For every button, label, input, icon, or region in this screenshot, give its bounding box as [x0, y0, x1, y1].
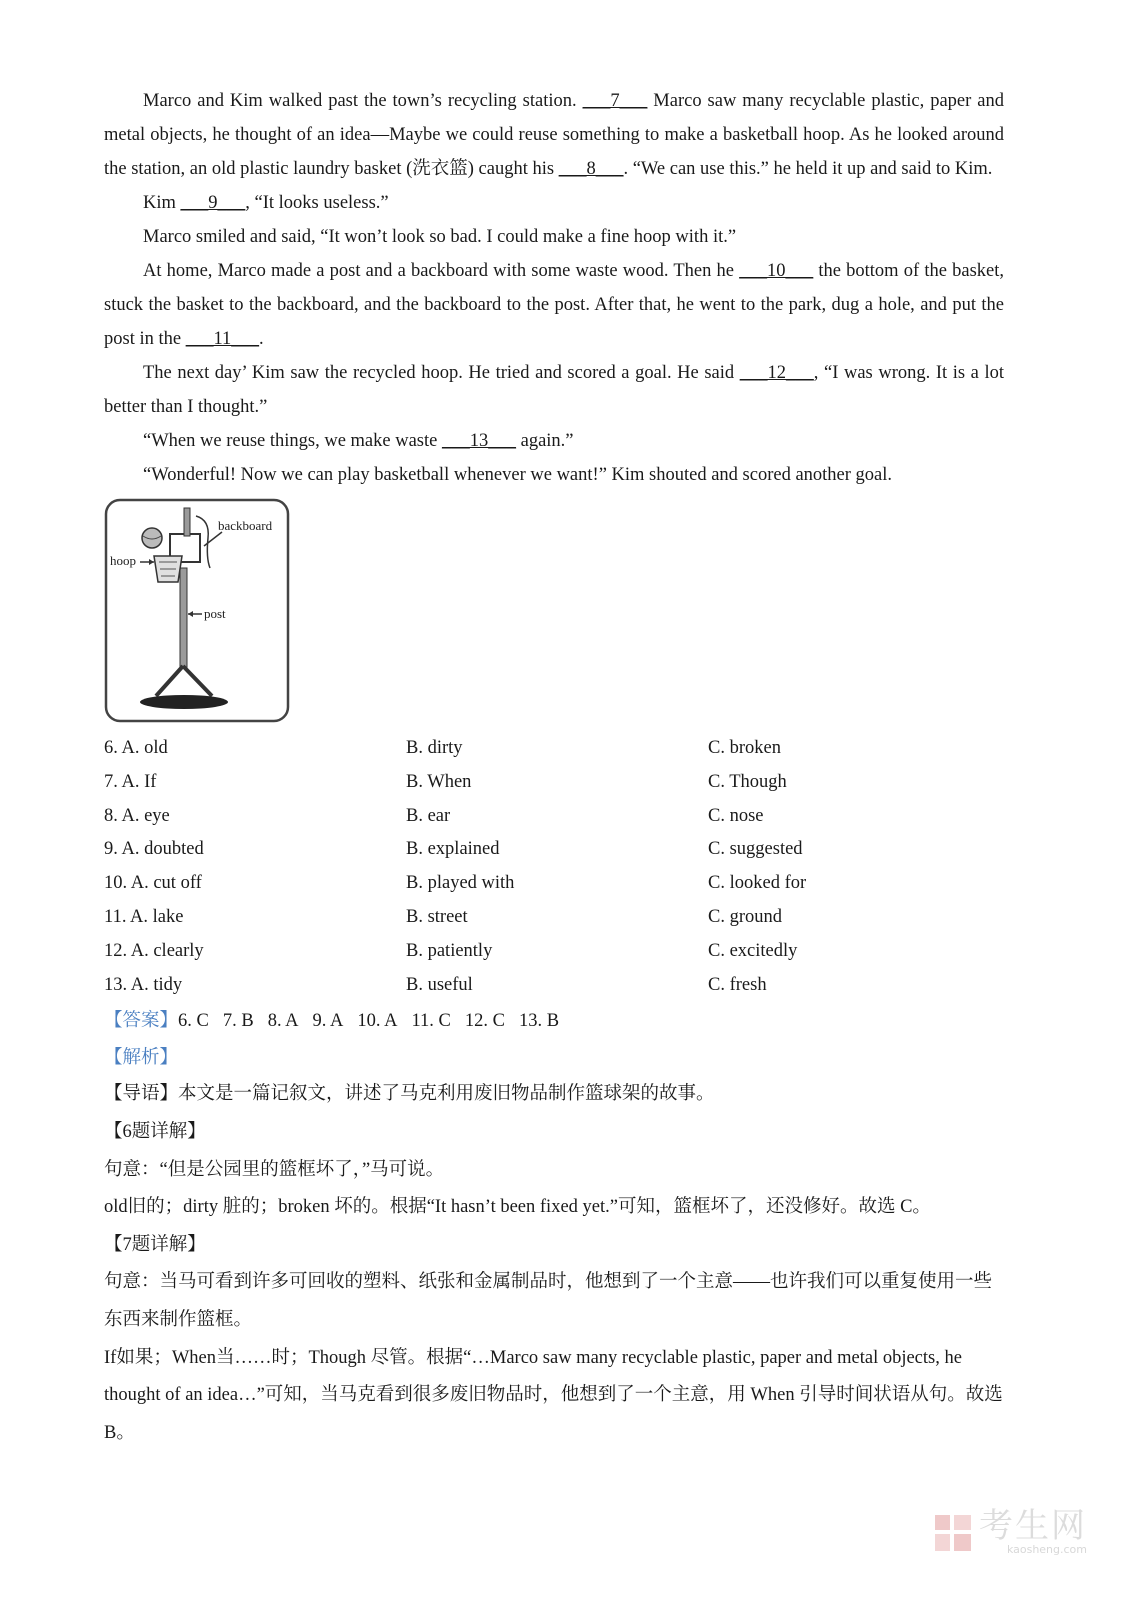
option-b: B. dirty [406, 738, 463, 758]
explanation-line: If如果；When当……时；Though 尽管。根据“…Marco saw many recyclable plastic, paper and metal objects, he thought of an idea…”可知，当马克看到很多废旧物品时，他想到了一个主意，用 When 引导时间状语从句。故选 B。 [104, 1347, 1003, 1443]
passage-text: Marco saw many recyclable plastic, paper and metal objects, he thought of an idea—Maybe we could reuse something to make a basketball hoop. As he looked around the station, an old plastic laundry basket (洗衣篮) caught his [104, 91, 1004, 179]
passage-blank: ___9___ [180, 193, 246, 213]
option-b: B. patiently [406, 940, 493, 961]
answer-items [178, 1011, 573, 1031]
watermark-url: kaosheng.com [1006, 1543, 1087, 1556]
option-a: 11. A. lake [104, 906, 184, 927]
option-b: B. played with [406, 873, 515, 894]
answer-item: 9. A [312, 1011, 344, 1032]
passage-text: . “We can use this.” he held it up and said to Kim. [623, 159, 993, 179]
option-c: C. nose [708, 805, 764, 826]
explanation [104, 1076, 1004, 1452]
option-a: 9. A. doubted [104, 839, 204, 860]
option-row [104, 969, 1004, 1003]
option-row [104, 867, 1004, 901]
passage-text: “When we reuse things, we make waste [143, 431, 442, 451]
passage-paragraph [104, 356, 1004, 424]
passage-text: Marco smiled and said, “It won’t look so bad. I could make a fine hoop with it.” [143, 227, 737, 247]
option-row [104, 901, 1004, 935]
option-row [104, 766, 1004, 800]
analysis-line [104, 1040, 1004, 1076]
answer-item: 11. C [411, 1011, 451, 1032]
passage-text: , “It looks useless.” [245, 193, 389, 213]
option-b: B. ear [406, 805, 451, 826]
passage-blank: ___7___ [582, 91, 648, 111]
backboard-label: backboard [218, 518, 273, 533]
answer-line [104, 1003, 1004, 1039]
option-c: C. looked for [708, 873, 807, 894]
answer-item: 6. C [178, 1011, 209, 1032]
option-a: 12. A. clearly [104, 940, 204, 961]
passage-blank: ___11___ [185, 329, 260, 349]
passage-text: “Wonderful! Now we can play basketball whenever we want!” Kim shouted and scored another goal. [143, 465, 893, 485]
option-c: C. Though [708, 771, 787, 792]
passage-blank: ___12___ [739, 363, 814, 383]
explanation-line: 句意：当马可看到许多可回收的塑料、纸张和金属制品时，他想到了一个主意——也许我们可以重复使用一些东西来制作篮框。 [104, 1272, 993, 1330]
hoop-label: hoop [110, 553, 136, 568]
option-a: 6. A. old [104, 738, 168, 758]
option-c: C. excitedly [708, 940, 798, 961]
answer-item: 8. A [267, 1011, 299, 1032]
answer-item: 7. B [222, 1011, 254, 1032]
option-row [104, 833, 1004, 867]
option-row [104, 935, 1004, 969]
option-b: B. explained [406, 839, 500, 860]
watermark-logo-icon [933, 1513, 973, 1553]
passage-paragraph [104, 186, 1004, 220]
answer-item: 12. C [464, 1011, 505, 1032]
basketball-hoop-figure [104, 498, 290, 724]
option-c: C. broken [708, 738, 781, 758]
passage-text: again.” [515, 431, 574, 451]
passage-paragraph [104, 220, 1004, 254]
option-b: B. useful [406, 974, 473, 995]
passage-text: The next day’ Kim saw the recycled hoop. He tried and scored a goal. He said [143, 363, 740, 383]
explanation-line: 【6题详解】 [104, 1121, 206, 1142]
option-c: C. ground [708, 906, 782, 927]
explanation-line: old旧的；dirty 脏的；broken 坏的。根据“It hasn’t been fixed yet.”可知，篮框坏了，还没修好。故选 C。 [104, 1197, 931, 1218]
option-a: 8. A. eye [104, 805, 170, 826]
answer-tag: 【答案】 [104, 1011, 179, 1032]
post-label: post [204, 606, 226, 621]
passage-text: Kim [143, 193, 181, 213]
passage [104, 84, 1004, 492]
passage-paragraph [104, 254, 1004, 356]
basketball-hoop-illustration [104, 498, 290, 724]
document-page [104, 84, 1004, 1452]
passage-blank: ___10___ [739, 261, 814, 281]
answer-item: 10. A [357, 1011, 398, 1032]
option-c: C. suggested [708, 839, 803, 860]
explanation-line: 【导语】本文是一篇记叙文，讲述了马克利用废旧物品制作篮球架的故事。 [104, 1084, 715, 1105]
passage-paragraph [104, 458, 1004, 492]
answer-item: 13. B [518, 1011, 560, 1032]
option-b: B. When [406, 771, 472, 792]
passage-text: . [259, 329, 264, 349]
option-a: 7. A. If [104, 771, 157, 792]
passage-blank: ___8___ [558, 159, 624, 179]
passage-text: At home, Marco made a post and a backboard with some waste wood. Then he [143, 261, 740, 281]
options-list [104, 732, 1004, 1002]
passage-text: the bottom of the basket, stuck the basket to the backboard, and the backboard to the post. After that, he went to the park, dug a hole, and put the post in the [104, 261, 1004, 349]
option-a: 10. A. cut off [104, 873, 202, 894]
option-a: 13. A. tidy [104, 974, 183, 995]
explanation-line: 句意：“但是公园里的篮框坏了，”马可说。 [104, 1159, 445, 1180]
watermark [933, 1506, 1087, 1556]
passage-paragraph [104, 84, 1004, 186]
option-row [104, 732, 1004, 766]
watermark-text: 考生网 [979, 1506, 1087, 1546]
option-c: C. fresh [708, 974, 767, 995]
passage-paragraph [104, 424, 1004, 458]
explanation-line: 【7题详解】 [104, 1234, 206, 1255]
option-b: B. street [406, 906, 468, 927]
passage-blank: ___13___ [441, 431, 516, 451]
analysis-tag: 【解析】 [104, 1048, 179, 1069]
passage-text: Marco and Kim walked past the town’s recycling station. [143, 91, 583, 111]
option-row [104, 800, 1004, 834]
passage-text: , “I was wrong. It is a lot better than I thought.” [104, 363, 1005, 417]
